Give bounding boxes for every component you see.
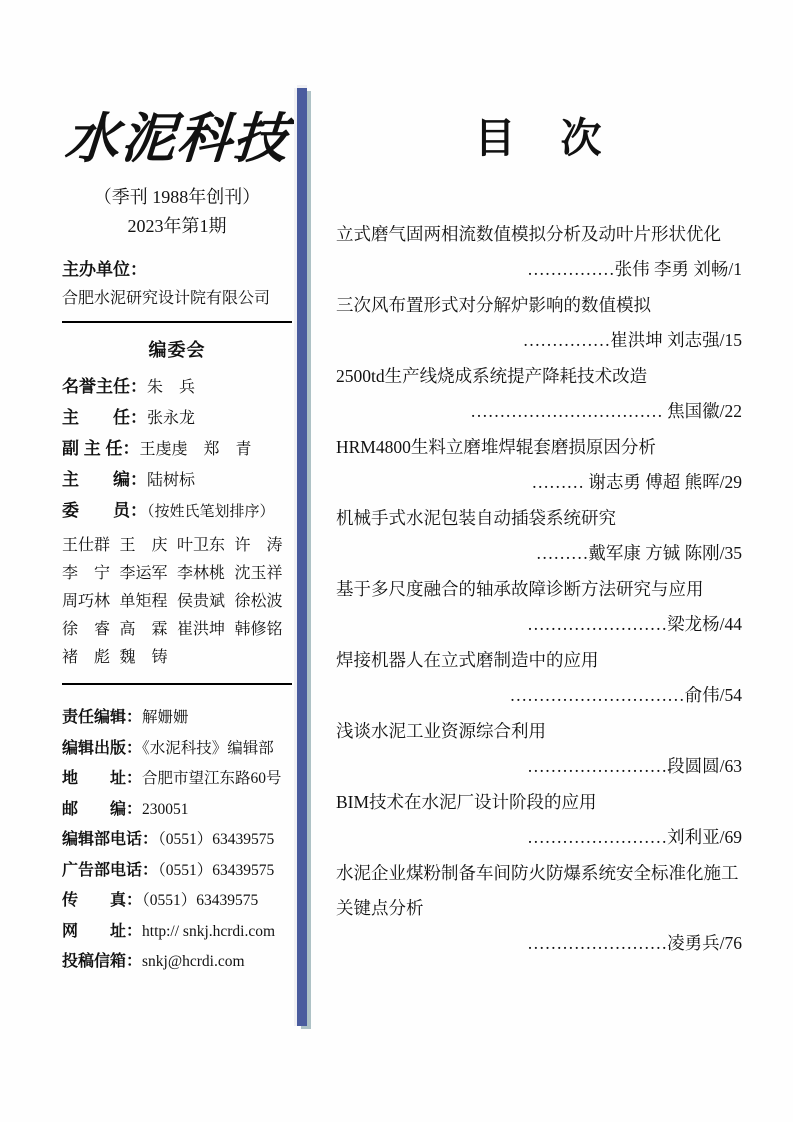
toc-entry-title: 基于多尺度融合的轴承故障诊断方法研究与应用	[336, 579, 704, 599]
pub-label: 网 址：	[62, 922, 143, 940]
pub-info-row	[62, 825, 292, 856]
toc-entry-title: 水泥企业煤粉制备车间防火防爆系统安全标准化施工关键点分析	[336, 863, 739, 918]
toc-entry	[336, 643, 742, 713]
publication-info	[62, 703, 292, 978]
role-label: 名誉主任：	[62, 377, 147, 396]
toc-entry	[336, 856, 742, 961]
toc-entry-ref: ……… 谢志勇 傅超 熊晖/29	[531, 472, 742, 492]
committee-members-grid	[62, 532, 292, 672]
toc-entry-title: HRM4800生料立磨堆焊辊套磨损原因分析	[336, 437, 656, 457]
section-divider-top	[62, 321, 292, 323]
pub-value: 230051	[142, 800, 189, 818]
toc-entry-ref: …………………………俞伟/54	[509, 685, 742, 705]
role-value: 王虔虔 郑 青	[139, 441, 252, 458]
divider-line	[297, 88, 307, 1026]
pub-info-row	[62, 764, 292, 795]
masthead-column	[62, 0, 292, 978]
pub-label: 编辑部电话：	[62, 831, 159, 848]
pub-info-row	[62, 734, 292, 765]
pub-label: 投稿信箱：	[62, 953, 143, 970]
role-label: 委 员：	[62, 501, 147, 520]
toc-entry-title: 三次风布置形式对分解炉影响的数值模拟	[336, 295, 651, 315]
issue-number: 2023年第1期	[127, 216, 227, 236]
toc-entry-title: 焊接机器人在立式磨制造中的应用	[336, 650, 599, 670]
toc-heading: 目 次	[474, 115, 604, 161]
pub-value-email: snkj@hcrdi.com	[142, 953, 245, 970]
pub-info-row	[62, 795, 292, 826]
toc-entry-ref: ……………………梁龙杨/44	[527, 614, 742, 634]
editorial-board-roles	[62, 372, 292, 527]
pub-value: （0551）63439575	[158, 861, 275, 879]
member-name	[177, 644, 235, 672]
member-name: 沈玉祥	[234, 565, 283, 582]
member-name: 褚 彪	[62, 649, 111, 666]
role-value: （按姓氏笔划排序）	[147, 504, 275, 520]
pub-label: 编辑出版：	[62, 739, 143, 757]
section-divider-bottom	[62, 683, 292, 685]
pub-value: （0551）63439575	[158, 831, 275, 848]
toc-entry-ref: ……………………段圆圆/63	[527, 756, 742, 776]
role-label: 主 任：	[62, 408, 147, 427]
member-name: 王仕群	[62, 537, 111, 554]
toc-entry-ref: ……………崔洪坤 刘志强/15	[522, 330, 742, 350]
pub-info-row	[62, 703, 292, 734]
role-row	[62, 465, 292, 496]
role-row	[62, 434, 292, 465]
pub-info-row	[62, 917, 292, 948]
pub-label: 责任编辑：	[62, 709, 143, 726]
toc-entry	[336, 714, 742, 784]
toc-entry	[336, 785, 742, 855]
member-name: 侯贵斌	[177, 593, 226, 610]
member-name: 李 宁	[62, 565, 111, 582]
pub-info-row	[62, 886, 292, 917]
toc-entry-ref: ……………………刘利亚/69	[527, 827, 742, 847]
toc-list	[336, 217, 742, 961]
toc-entry-title: BIM技术在水泥厂设计阶段的应用	[336, 792, 597, 812]
member-name: 李林桃	[177, 565, 226, 582]
role-value: 朱 兵	[147, 379, 196, 396]
toc-entry-title: 立式磨气固两相流数值模拟分析及动叶片形状优化	[336, 224, 721, 244]
toc-column	[336, 0, 742, 962]
toc-entry-title: 2500td生产线烧成系统提产降耗技术改造	[336, 366, 648, 386]
toc-entry-title: 机械手式水泥包装自动插袋系统研究	[336, 508, 616, 528]
member-name: 许 涛	[234, 537, 283, 554]
toc-entry	[336, 288, 742, 358]
member-name: 单矩程	[119, 593, 168, 610]
toc-entry-ref: …………………………… 焦国徽/22	[470, 401, 742, 421]
toc-entry	[336, 217, 742, 287]
journal-title: 水泥科技	[62, 109, 292, 169]
member-name: 崔洪坤	[177, 621, 226, 638]
toc-entry-ref: ……………张伟 李勇 刘畅/1	[527, 259, 742, 279]
toc-entry	[336, 501, 742, 571]
pub-label: 邮 编：	[62, 800, 143, 818]
toc-entry-ref: ……………………凌勇兵/76	[527, 933, 742, 953]
editorial-board-heading: 编委会	[148, 340, 206, 360]
toc-entry	[336, 359, 742, 429]
pub-info-row	[62, 856, 292, 887]
role-row	[62, 372, 292, 403]
pub-value: 《水泥科技》编辑部	[142, 739, 274, 757]
organizer-label: 主办单位：	[62, 260, 147, 279]
member-name: 叶卫东	[177, 537, 226, 554]
toc-entry-ref: ………戴军康 方铖 陈刚/35	[535, 543, 742, 563]
pub-info-row	[62, 947, 292, 978]
pub-label: 地 址：	[62, 770, 143, 787]
member-name: 王 庆	[119, 537, 168, 554]
member-name: 韩修铭	[234, 621, 283, 638]
role-row	[62, 403, 292, 434]
role-value: 陆树标	[147, 472, 196, 489]
member-name: 魏 铸	[119, 649, 168, 666]
member-name	[235, 644, 293, 672]
pub-value: 合肥市望江东路60号	[142, 770, 282, 787]
pub-label: 传 真：	[62, 892, 143, 909]
role-value: 张永龙	[147, 410, 196, 427]
toc-entry	[336, 572, 742, 642]
toc-entry	[336, 430, 742, 500]
role-label: 主 编：	[62, 470, 147, 489]
pub-label: 广告部电话：	[62, 861, 159, 879]
member-name: 周巧林	[62, 593, 111, 610]
pub-value-website: http:// snkj.hcrdi.com	[142, 922, 276, 940]
toc-entry-title: 浅谈水泥工业资源综合利用	[336, 721, 546, 741]
organizer-name: 合肥水泥研究设计院有限公司	[62, 290, 271, 307]
pub-value: （0551）63439575	[142, 892, 259, 909]
member-name: 高 霖	[119, 621, 168, 638]
member-name: 徐 睿	[62, 621, 111, 638]
role-row	[62, 496, 292, 527]
member-name: 李运军	[119, 565, 168, 582]
role-label: 副 主 任：	[62, 439, 140, 458]
journal-subtitle: （季刊 1988年创刊）	[93, 187, 261, 207]
member-name: 徐松波	[234, 593, 283, 610]
pub-value: 解姗姗	[142, 709, 189, 726]
